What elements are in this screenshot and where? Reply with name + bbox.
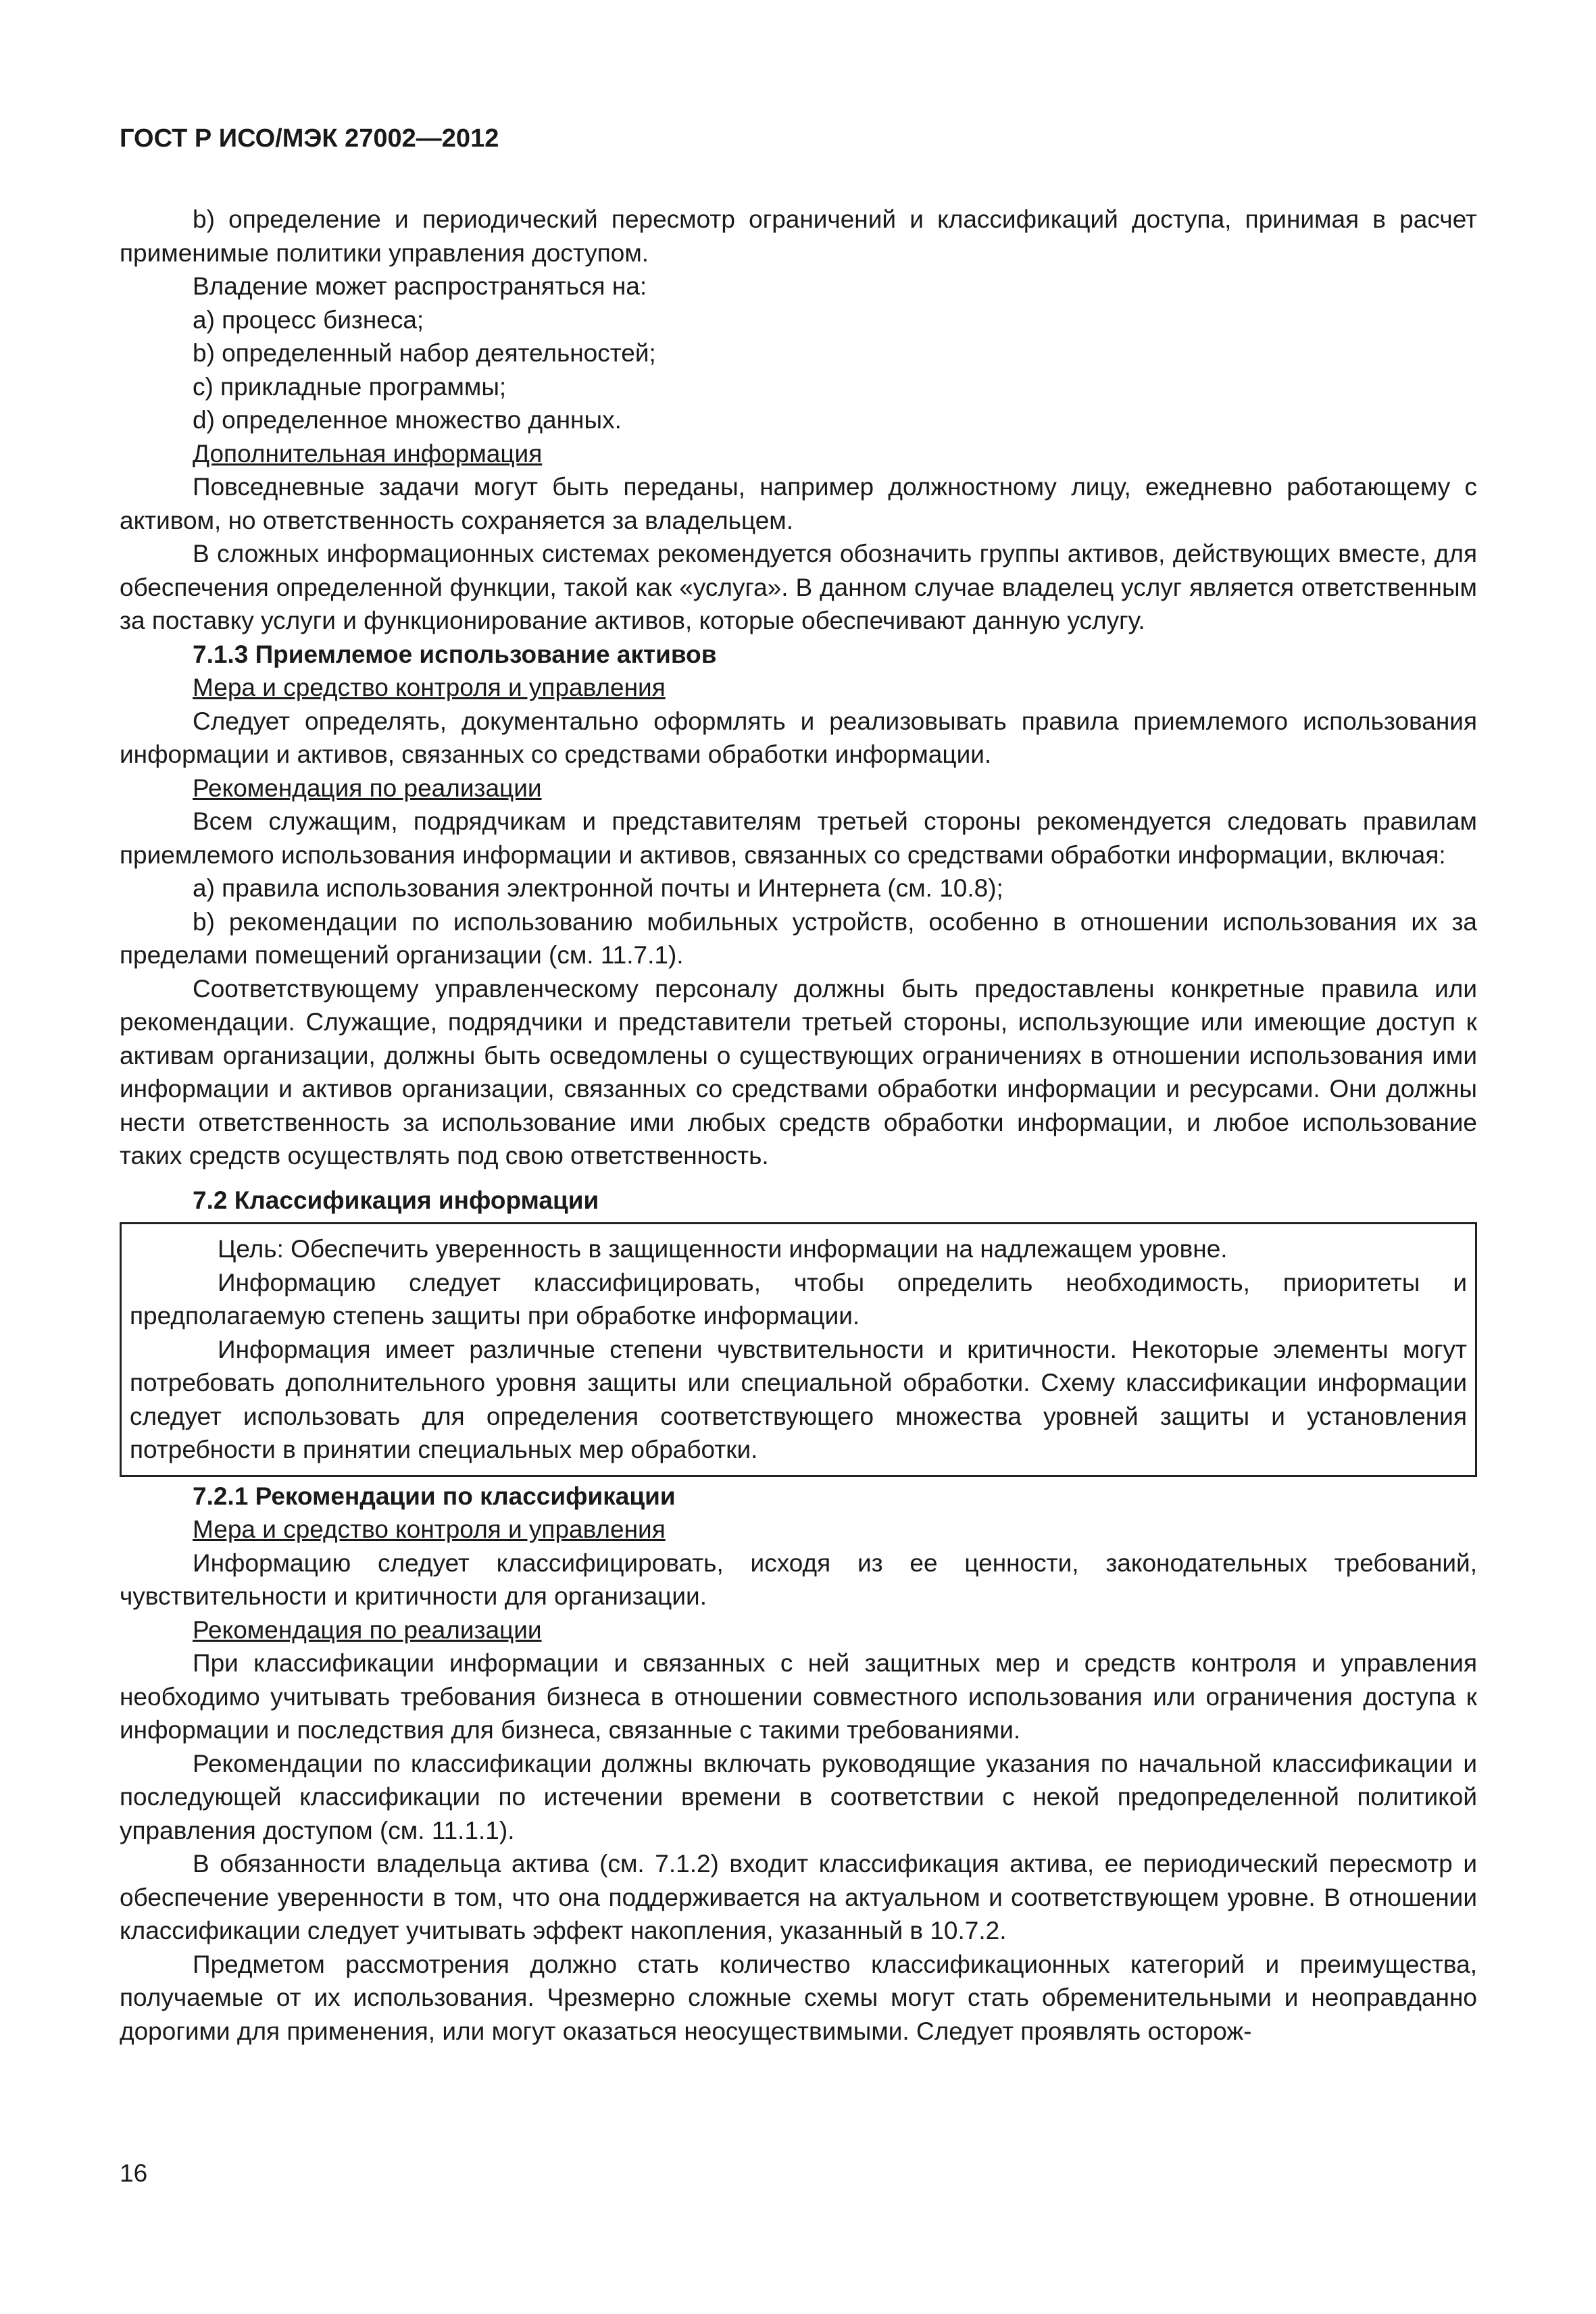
section-heading-7-1-3: 7.1.3 Приемлемое использование активов xyxy=(193,640,717,668)
paragraph: Рекомендации по классификации должны включать руководящие указания по начальной классификации и последующей классификации по истечении времени в соответствии с некой предопределенной политикой управления доступом (см. 11.1.1). xyxy=(120,1749,1477,1844)
subheading-implementation-guidance: Рекомендация по реализации xyxy=(193,774,542,802)
list-item: a) правила использования электронной почты и Интернета (см. 10.8); xyxy=(193,874,1003,902)
paragraph: Всем служащим, подрядчикам и представителям третьей стороны рекомендуется следовать правилам приемлемого использования информации и активов, связанных со средствами обработки информации, включая: xyxy=(120,807,1477,869)
list-item: d) определенное множество данных. xyxy=(193,406,622,434)
page-number: 16 xyxy=(120,2159,148,2187)
list-item: b) определенный набор деятельностей; xyxy=(193,339,656,367)
objective-box xyxy=(120,1222,1477,1477)
list-item: c) прикладные программы; xyxy=(193,372,507,401)
section-heading-7-2-1: 7.2.1 Рекомендации по классификации xyxy=(193,1482,676,1510)
section-heading-7-2: 7.2 Классификация информации xyxy=(193,1186,599,1214)
standard-header: ГОСТ Р ИСО/МЭК 27002—2012 xyxy=(120,124,499,153)
paragraph: Следует определять, документально оформлять и реализовывать правила приемлемого использования информации и активов, связанных со средствами обработки информации. xyxy=(120,707,1477,768)
box-paragraph: Цель: Обеспечить уверенность в защищенности информации на надлежащем уровне. xyxy=(218,1235,1228,1263)
paragraph: b) определение и периодический пересмотр ограничений и классификаций доступа, принимая в расчет применимые политики управления доступом. xyxy=(120,205,1477,267)
page-body xyxy=(120,203,1477,2048)
paragraph: Соответствующему управленческому персоналу должны быть предоставлены конкретные правила или рекомендации. Служащие, подрядчики и представители третьей стороны, использующие или имеющие доступ к активам организации, должны быть осведомлены о существующих ограничениях в отношении использования ими информации и активов организации, связанных со средствами обработки информации и ресурсами. Они должны нести ответственность за использование ими любых средств обработки информации, и любое использование таких средств осуществлять под свою ответственность. xyxy=(120,974,1477,1169)
paragraph: При классификации информации и связанных с ней защитных мер и средств контроля и управления необходимо учитывать требования бизнеса в отношении совместного использования или ограничения доступа к информации и последствия для бизнеса, связанные с такими требованиями. xyxy=(120,1649,1477,1744)
subheading-control-measure: Мера и средство контроля и управления xyxy=(193,1515,666,1543)
paragraph: Информацию следует классифицировать, исходя из ее ценности, законодательных требований, чувствительности и критичности для организации. xyxy=(120,1549,1477,1610)
paragraph: Предметом рассмотрения должно стать количество классификационных категорий и преимущества, получаемые от их использования. Чрезмерно сложные схемы могут стать обременительными и неоправданно дорогими для применения, или могут оказаться неосуществимыми. Следует проявлять осторож- xyxy=(120,1950,1477,2045)
paragraph: В сложных информационных системах рекомендуется обозначить группы активов, действующих вместе, для обеспечения определенной функции, такой как «услуга». В данном случае владелец услуг является ответственным за поставку услуги и функционирование активов, которые обеспечивают данную услугу. xyxy=(120,540,1477,634)
subheading-implementation-guidance: Рекомендация по реализации xyxy=(193,1615,542,1644)
list-item: b) рекомендации по использованию мобильных устройств, особенно в отношении использования их за пределами помещений организации (см. 11.7.1). xyxy=(120,907,1477,969)
list-item: a) процесс бизнеса; xyxy=(193,305,424,334)
paragraph: В обязанности владельца актива (см. 7.1.2) входит классификация актива, ее периодический пересмотр и обеспечение уверенности в том, что она поддерживается на актуальном и соответствующем уровне. В отношении классификации следует учитывать эффект накопления, указанный в 10.7.2. xyxy=(120,1850,1477,1944)
box-paragraph: Информацию следует классифицировать, чтобы определить необходимость, приоритеты и предполагаемую степень защиты при обработке информации. xyxy=(130,1268,1467,1330)
subheading-control-measure: Мера и средство контроля и управления xyxy=(193,674,666,701)
box-paragraph: Информация имеет различные степени чувствительности и критичности. Некоторые элементы могут потребовать дополнительного уровня защиты или специальной обработки. Схему классификации информации следует использовать для определения соответствующего множества уровней защиты и установления потребности в принятии специальных мер обработки. xyxy=(130,1335,1467,1463)
paragraph: Повседневные задачи могут быть переданы, например должностному лицу, ежедневно работающему с активом, но ответственность сохраняется за владельцем. xyxy=(120,473,1477,534)
paragraph: Владение может распространяться на: xyxy=(193,272,647,300)
subheading-additional-info: Дополнительная информация xyxy=(193,439,543,468)
